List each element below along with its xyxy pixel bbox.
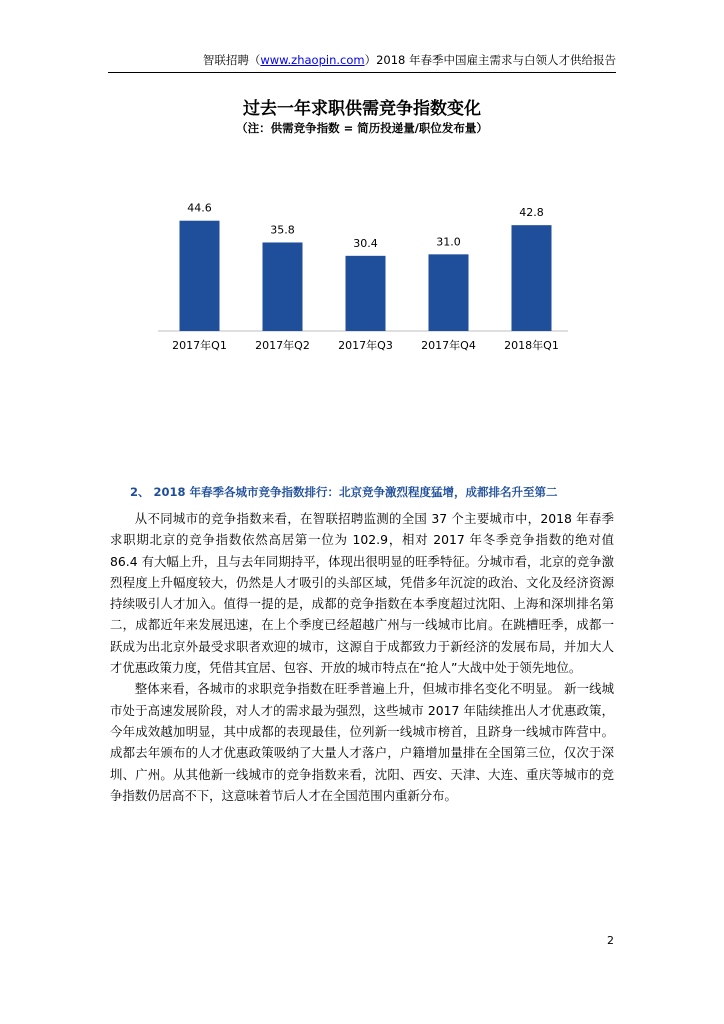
bar-4 bbox=[429, 254, 469, 331]
page-header bbox=[108, 52, 616, 73]
x-tick-label-4: 2017年Q4 bbox=[421, 339, 476, 352]
bar-chart bbox=[158, 195, 568, 365]
x-tick-label-5: 2018年Q1 bbox=[504, 339, 559, 352]
header-link[interactable]: www.zhaopin.com bbox=[260, 53, 365, 67]
bar-1 bbox=[180, 221, 220, 331]
body-text bbox=[110, 508, 614, 806]
x-tick-label-1: 2017年Q1 bbox=[172, 339, 227, 352]
data-label-3: 30.4 bbox=[353, 236, 378, 250]
chart-title: 过去一年求职供需竞争指数变化 bbox=[243, 99, 481, 119]
paragraph-2: 整体来看，各城市的求职竞争指数在旺季普遍上升，但城市排名变化不明显。 新一线城市处于高速发展阶段，对人才的需求最为强烈，这些城市 2017 年陆续推出人才优惠政策，今年成效越加明显，其中成都的表现最佳，位列新一线城市榜首，且跻身一线城市阵营中。成都去年颁布的人才优惠政策吸纳了大量人才落户，户籍增加量排在全国第三位，仅次于深圳、广州。从其他新一线城市的竞争指数来看，沈阳、西安、天津、大连、重庆等城市的竞争指数仍居高不下，这意味着节后人才在全国范围内重新分布。 bbox=[110, 681, 614, 803]
data-label-2: 35.8 bbox=[270, 223, 295, 237]
chart-subtitle: （注：供需竞争指数 = 简历投递量/职位发布量） bbox=[236, 121, 488, 135]
bar-5 bbox=[512, 225, 552, 331]
header-suffix: ）2018 年春季中国雇主需求与白领人才供给报告 bbox=[364, 53, 616, 67]
section-heading: 2、 2018 年春季各城市竞争指数排行：北京竞争激烈程度猛增，成都排名升至第二 bbox=[130, 485, 558, 499]
data-label-4: 31.0 bbox=[436, 235, 461, 249]
page-number: 2 bbox=[607, 934, 614, 947]
bar-3 bbox=[346, 256, 386, 331]
x-tick-label-2: 2017年Q2 bbox=[255, 339, 310, 352]
paragraph-1: 从不同城市的竞争指数来看，在智联招聘监测的全国 37 个主要城市中，2018 年春季求职期北京的竞争指数依然高居第一位为 102.9，相对 2017 年冬季竞争指数的绝对值 86.4 有大幅上升，且与去年同期持平，体现出很明显的旺季特征。分城市看，北京的竞争激烈程度上升幅度较大，仍然是人才吸引的头部区域，凭借多年沉淀的政治、文化及经济资源持续吸引人才加入。值得一提的是，成都的竞争指数在本季度超过沈阳、上海和深圳排名第二，成都近年来发展迅速，在上个季度已经超越广州与一线城市比肩。在跳槽旺季，成都一跃成为出北京外最受求职者欢迎的城市，这源自于成都致力于新经济的发展布局，并加大人才优惠政策力度，凭借其宜居、包容、开放的城市特点在“抢人”大战中处于领先地位。 bbox=[110, 511, 614, 676]
bar-2 bbox=[263, 242, 303, 331]
data-label-5: 42.8 bbox=[519, 206, 544, 220]
header-prefix: 智联招聘（ bbox=[202, 53, 261, 67]
data-label-1: 44.6 bbox=[187, 201, 212, 215]
x-tick-label-3: 2017年Q3 bbox=[338, 339, 393, 352]
